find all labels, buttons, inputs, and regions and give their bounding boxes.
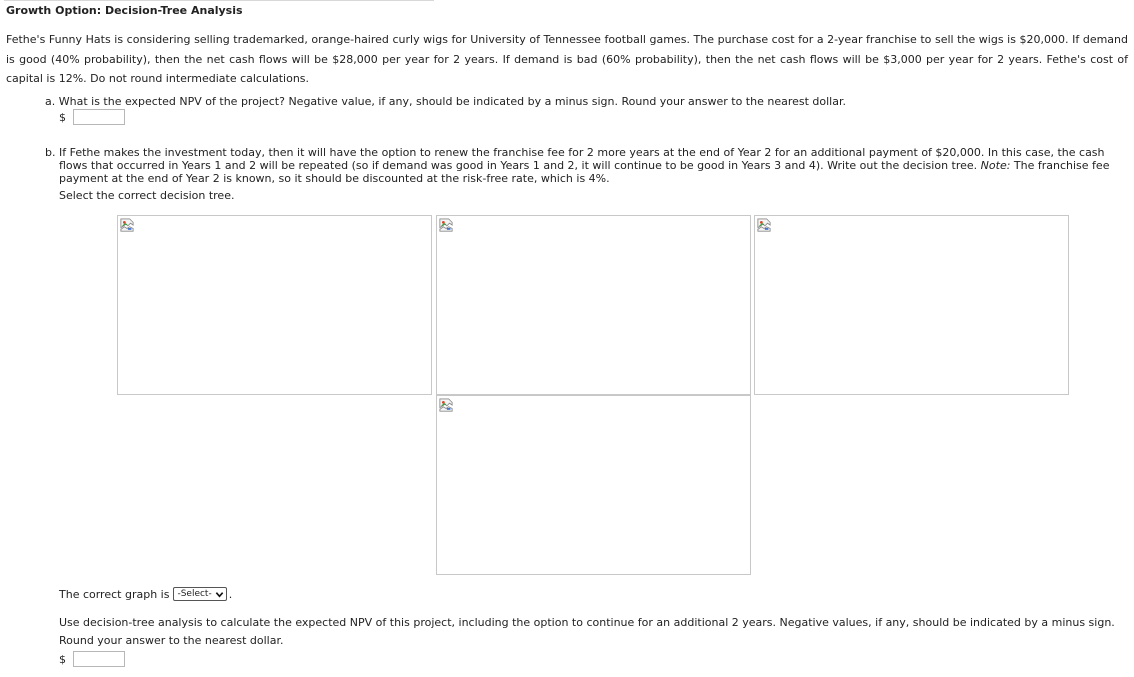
decision-tree-option-2[interactable] — [436, 215, 751, 395]
part-b-question-end: The franchise fee payment at the end of Year 2 is known, so it should be discounted at the risk-free rate, which is 4%. — [59, 159, 1110, 185]
part-a-answer-row — [59, 109, 125, 125]
graph-selection-row — [59, 587, 232, 601]
broken-image-icon — [757, 218, 771, 232]
page-title: Growth Option: Decision-Tree Analysis — [6, 4, 243, 17]
part-b-currency: $ — [59, 652, 66, 666]
part-b-answer-input[interactable] — [73, 651, 125, 667]
part-b-question — [45, 146, 1127, 185]
chevron-down-icon — [215, 590, 224, 599]
broken-image-icon — [439, 218, 453, 232]
decision-tree-option-1[interactable] — [117, 215, 432, 395]
top-divider — [4, 0, 434, 1]
part-b-question-start: b. If Fethe makes the investment today, then it will have the option to renew the franchise fee for 2 more years at the end of Year 2 for an additional payment of $20,000. In this case, the cash flows that occurred in Years 1 and 2 will be repeated (so if demand was good in Years 1 and 2, it will continue to be good in Years 3 and 4). Write out the decision tree. — [45, 146, 1105, 172]
graph-select-dropdown[interactable] — [173, 587, 226, 601]
broken-image-icon — [439, 398, 453, 412]
decision-tree-option-4[interactable] — [436, 395, 751, 575]
part-b-answer-row — [59, 651, 125, 667]
part-a-currency: $ — [59, 110, 66, 124]
graph-suffix: . — [228, 587, 233, 601]
part-b-note-label: Note: — [980, 159, 1011, 172]
select-tree-prompt: Select the correct decision tree. — [59, 189, 235, 202]
part-a-answer-input[interactable] — [73, 109, 125, 125]
graph-select-value: -Select- — [177, 589, 212, 599]
problem-statement: Fethe's Funny Hats is considering selling trademarked, orange-haired curly wigs for University of Tennessee football games. The purchase cost for a 2-year franchise to sell the wigs is $20,000. If demand is good (40% probability), then the net cash flows will be $28,000 per year for 2 years. If demand is bad (60% probability), then the net cash flows will be $3,000 per year for 2 years. Fethe's cost of capital is 12%. Do not round intermediate calculations. — [6, 33, 1128, 85]
graph-prompt: The correct graph is — [59, 587, 170, 601]
broken-image-icon — [120, 218, 134, 232]
npv-option-prompt: Use decision-tree analysis to calculate the expected NPV of this project, including the option to continue for an additional 2 years. Negative values, if any, should be indicated by a minus sign. Round your answer to the nearest dollar. — [59, 616, 1115, 647]
part-a-question: a. What is the expected NPV of the project? Negative value, if any, should be indicated by a minus sign. Round your answer to the nearest dollar. — [45, 95, 846, 108]
decision-tree-option-3[interactable] — [754, 215, 1069, 395]
